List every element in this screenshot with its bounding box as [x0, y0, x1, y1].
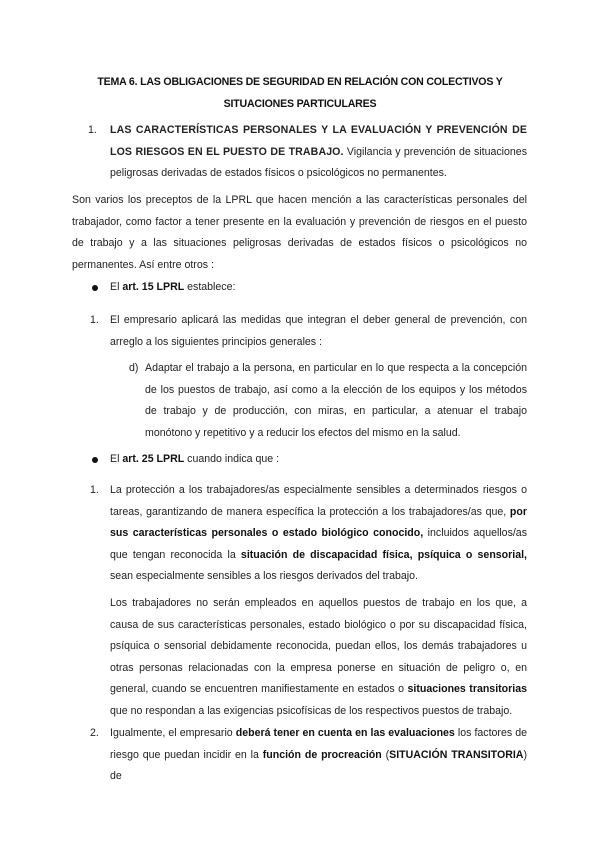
section-subtitle: Vigilancia y prevención de situaciones peligrosas derivadas de estados físicos o psicológicos no permanentes. [110, 145, 527, 180]
bold-run: función de procreación [262, 748, 382, 761]
section-heading-text: LAS CARACTERÍSTICAS PERSONALES Y LA EVALUACIÓN Y PREVENCIÓN DE LOS RIESGOS EN EL PUESTO DE TRABAJO. [110, 124, 527, 158]
bullet-post: cuando indica que : [184, 453, 280, 465]
bold-run: situaciones transitorias [407, 683, 527, 696]
bold-run: SITUACIÓN TRANSITORIA [389, 748, 524, 761]
bullet-bold: art. 25 LPRL [122, 453, 185, 465]
bullet-art25 [110, 449, 527, 471]
art15-item-d: Adaptar el trabajo a la persona, en particular en lo que respecta a la concepción de los puestos de trabajo, así como a la elección de los equipos y los métodos de trabajo y de producción, con miras, en particular, a atenuar el trabajo monótono y repetitivo y a reducir los efectos del mismo en la salud. [145, 362, 527, 439]
list-number: 1. [90, 484, 99, 496]
section-heading [110, 120, 527, 185]
text-run: los factores de riesgo que puedan incidir en la [110, 727, 527, 761]
bullet-bold: art. 15 LPRL [122, 281, 185, 293]
section-number: 1. [88, 124, 97, 136]
bullet-pre: El [110, 281, 123, 293]
text-run: ( [381, 748, 390, 761]
bullet-art15 [110, 277, 527, 299]
list-letter: d) [129, 362, 139, 374]
intro-paragraph: Son varios los preceptos de la LPRL que hacen mención a las características personales del trabajador, como factor a tener presente en la evaluación y prevención de riesgos en el puesto de trabajo y a las situaciones peligrosas derivadas de estados físicos o psicológicos no permanentes. Así entre otros : [72, 194, 527, 271]
art25-item1 [110, 480, 527, 588]
text-run: sean especialmente sensibles a los riesgos derivados del trabajo. [110, 570, 418, 583]
text-run: Los trabajadores no serán empleados en aquellos puestos de trabajo en los que, a causa de sus características personales, estado biológico o por su discapacidad física, psíquica o sensorial debidamente reconocida, puedan ellos, los demás trabajadores u otras personas relacionadas con la empresa ponerse en situación de peligro o, en general, cuando se encuentren manifiestamente en estados o [110, 597, 527, 696]
art25-item2 [110, 723, 527, 788]
art25-paragraph2 [110, 593, 527, 723]
text-run: Igualmente, el empresario [110, 727, 236, 739]
text-run: ) de [110, 748, 527, 783]
bullet-post: establece: [184, 281, 236, 293]
bold-run: situación de discapacidad física, psíquica o sensorial, [240, 548, 527, 561]
bold-run: por sus características personales o estado biológico conocido, [110, 505, 527, 540]
bold-run: deberá tener en cuenta en las evaluaciones [235, 727, 455, 739]
bullet-icon [92, 457, 98, 463]
text-run: La protección a los trabajadores/as especialmente sensibles a determinados riesgos o tareas, garantizando de manera específica la protección a los trabajadores/as que, [110, 484, 527, 518]
bullet-pre: El [110, 453, 123, 465]
text-run: que no respondan a las exigencias psicofísicas de los respectivos puestos de trabajo. [110, 704, 513, 717]
list-number: 1. [90, 314, 99, 326]
bullet-icon [92, 285, 98, 291]
art15-item1: El empresario aplicará las medidas que integran el deber general de prevención, con arreglo a los siguientes principios generales : [110, 314, 527, 348]
document-title: TEMA 6. LAS OBLIGACIONES DE SEGURIDAD EN RELACIÓN CON COLECTIVOS Y SITUACIONES PARTICULARES [97, 76, 503, 110]
text-run: incluidos aquellos/as que tengan reconocida la [110, 527, 527, 561]
list-number: 2. [90, 727, 99, 739]
